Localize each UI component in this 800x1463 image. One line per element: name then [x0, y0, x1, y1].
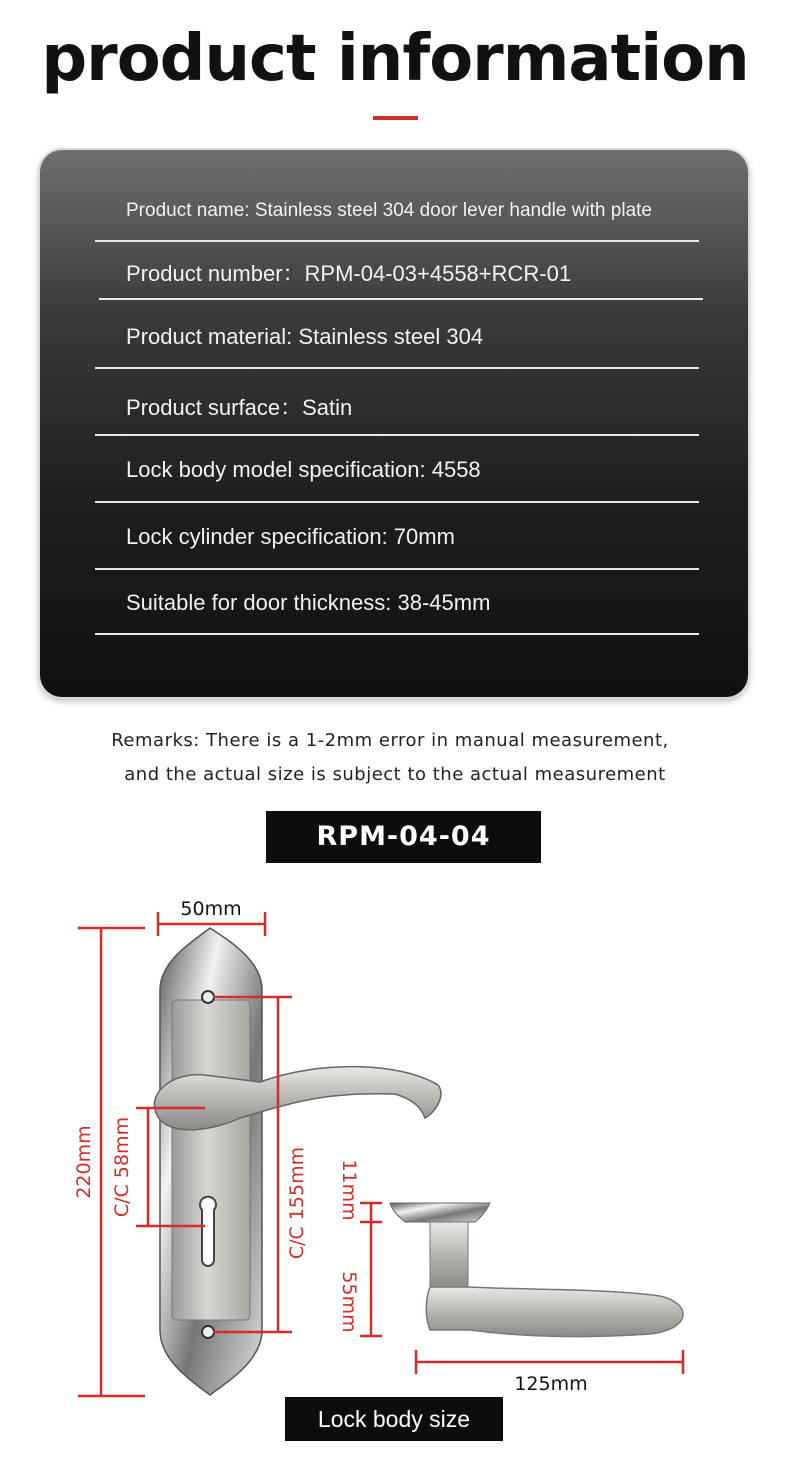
- remarks-line-2: and the actual size is subject to the actual measurement: [124, 764, 666, 785]
- footer-label: Lock body size: [285, 1397, 503, 1441]
- spec-product-material: Product material: Stainless steel 304: [126, 324, 484, 349]
- divider: [95, 434, 699, 436]
- spec-lock-cylinder: Lock cylinder specification: 70mm: [126, 524, 455, 549]
- remarks-line-1: Remarks: There is a 1-2mm error in manual measurement,: [111, 730, 669, 751]
- dim-lever-length-label: 125mm: [514, 1373, 588, 1395]
- spec-product-surface: Product surface：Satin: [126, 395, 353, 420]
- spec-product-number: Product number：RPM-04-03+4558+RCR-01: [126, 261, 572, 286]
- title-underline: [373, 116, 418, 120]
- lever-handle: [154, 1067, 441, 1130]
- dim-cc-short-label: C/C 58mm: [111, 1116, 133, 1218]
- page-title: product information: [41, 22, 749, 96]
- divider: [95, 633, 699, 635]
- dim-rose-depth-label: 11mm: [338, 1159, 360, 1221]
- spec-product-name: Product name: Stainless steel 304 door lever handle with plate: [126, 200, 652, 221]
- dim-height-label: 220mm: [73, 1125, 95, 1199]
- dim-cc-long-label: C/C 155mm: [286, 1146, 308, 1260]
- model-label: RPM-04-04: [266, 811, 541, 863]
- dim-lever-projection-label: 55mm: [338, 1271, 360, 1333]
- divider: [95, 501, 699, 503]
- divider: [95, 568, 699, 570]
- dim-width-label: 50mm: [180, 898, 242, 920]
- divider: [99, 298, 703, 300]
- spec-door-thickness: Suitable for door thickness: 38-45mm: [126, 590, 491, 615]
- spec-lock-body-model: Lock body model specification: 4558: [126, 457, 481, 482]
- dimension-diagram: [0, 880, 790, 1395]
- divider: [95, 367, 699, 369]
- lever-side-view: [390, 1203, 683, 1337]
- divider: [95, 240, 699, 242]
